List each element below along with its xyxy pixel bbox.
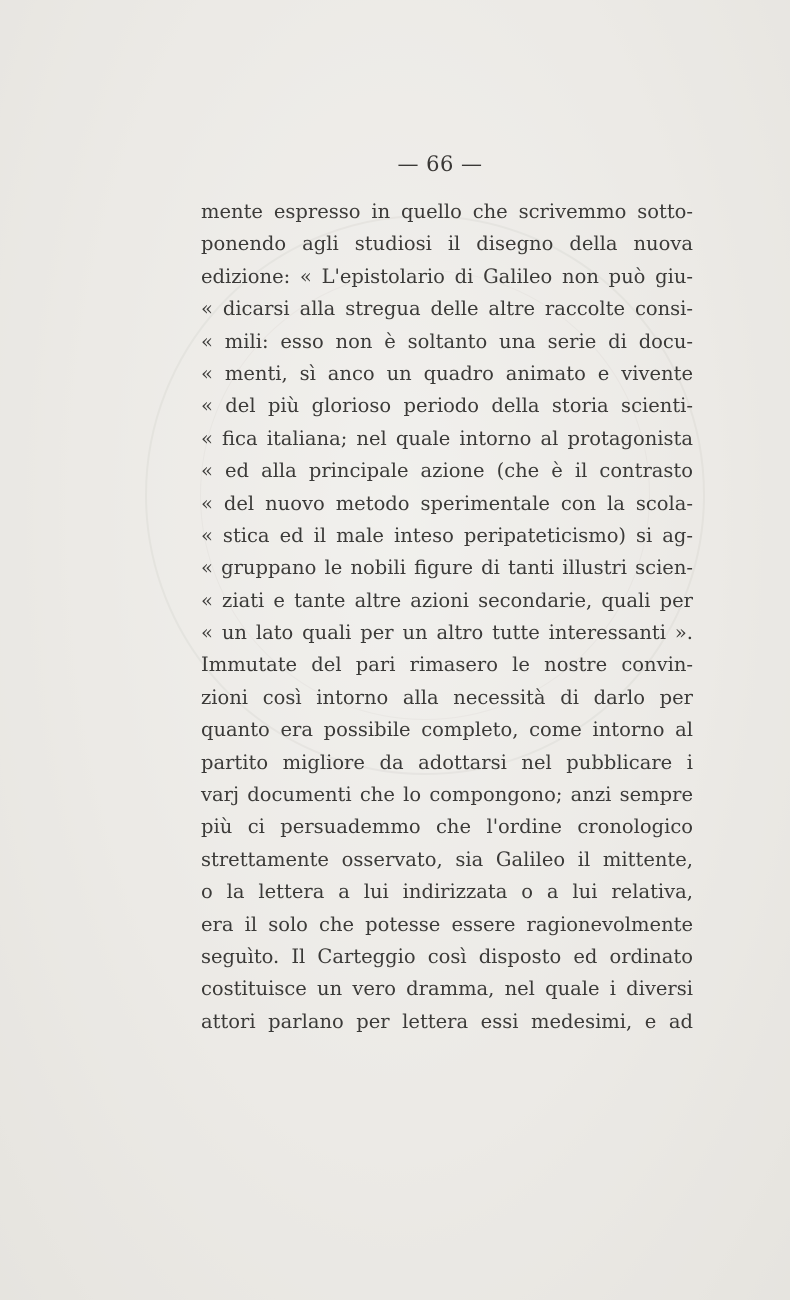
text-line: « ed alla principale azione (che è il contrasto [201, 459, 693, 483]
text-line: più ci persuademmo che l'ordine cronologico [201, 815, 693, 839]
text-line: partito migliore da adottarsi nel pubblicare i [201, 750, 693, 774]
text-line: seguìto. Il Carteggio così disposto ed ordinato [201, 944, 693, 968]
text-line: attori parlano per lettera essi medesimi, e ad [201, 1009, 693, 1033]
text-line: « gruppano le nobili figure di tanti illustri scien- [201, 556, 693, 580]
text-line: « del più glorioso periodo della storia scienti- [201, 394, 693, 418]
text-line: « stica ed il male inteso peripateticismo) si ag- [201, 523, 693, 547]
text-line: strettamente osservato, sia Galileo il mittente, [201, 847, 693, 871]
text-line: era il solo che potesse essere ragionevolmente [201, 912, 693, 936]
text-line: « del nuovo metodo sperimentale con la scola- [201, 491, 693, 515]
body-text [201, 196, 693, 1038]
text-line: varj documenti che lo compongono; anzi sempre [201, 783, 693, 807]
text-line: costituisce un vero dramma, nel quale i diversi [201, 977, 693, 1001]
text-line: quanto era possibile completo, come intorno al [201, 718, 693, 742]
text-line: « dicarsi alla stregua delle altre raccolte consi- [201, 297, 693, 321]
text-line: « un lato quali per un altro tutte interessanti ». [201, 621, 693, 645]
text-line: « ziati e tante altre azioni secondarie, quali per [201, 588, 693, 612]
page-number: — 66 — [397, 152, 483, 176]
text-line: zioni così intorno alla necessità di darlo per [201, 685, 693, 709]
text-line: « mili: esso non è soltanto una serie di docu- [201, 329, 693, 353]
text-line: « fica italiana; nel quale intorno al protagonista [201, 426, 693, 450]
text-line: ponendo agli studiosi il disegno della nuova [201, 232, 693, 256]
text-line: edizione: « L'epistolario di Galileo non può giu- [201, 264, 693, 288]
text-line: Immutate del pari rimasero le nostre convin- [201, 653, 693, 677]
text-line: o la lettera a lui indirizzata o a lui relativa, [201, 880, 693, 904]
text-line: « menti, sì anco un quadro animato e vivente [201, 361, 693, 385]
text-line: mente espresso in quello che scrivemmo sotto- [201, 200, 693, 223]
